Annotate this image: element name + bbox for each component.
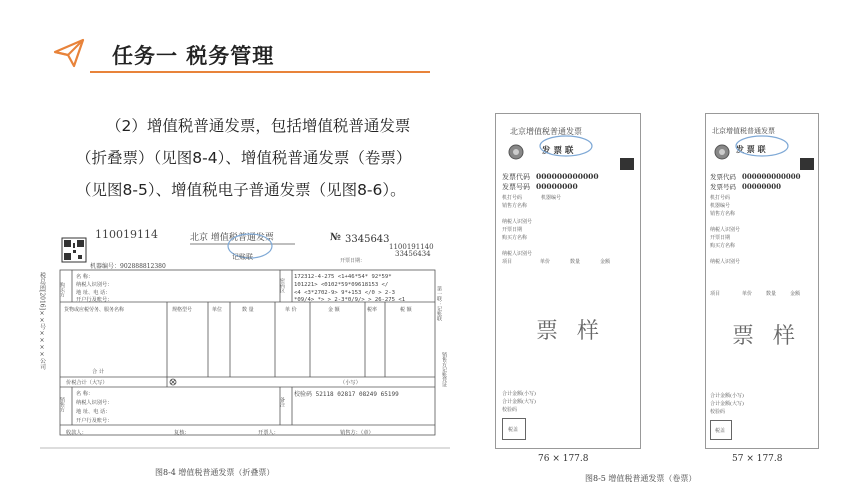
invoice-no-label: №	[330, 232, 341, 243]
check-code-label: 校验码	[502, 407, 518, 413]
total-small-label: （小写）	[340, 380, 361, 386]
item-header-3-2: 数量	[766, 291, 777, 297]
right-side-2: 销售方记账凭证	[441, 352, 447, 387]
footer-review: 复核：	[174, 430, 190, 436]
code-label: 发票代码	[502, 173, 530, 181]
paper-plane-icon	[52, 36, 86, 70]
qr-code	[62, 238, 86, 262]
pwd-line-1: 172312-4-275 <1+46*54* 92*59*	[294, 274, 392, 280]
roll-title-2: 北京增值税普通发票	[712, 127, 775, 135]
col-header-8: 税 额	[400, 307, 412, 313]
item-header-3: 数量	[570, 259, 581, 265]
num-label-2: 发票号码	[710, 183, 736, 191]
buyer-field-2: 纳税人识别号：	[76, 282, 113, 288]
field-machine-no: 机打号码	[502, 195, 523, 201]
pwd-line-3: <4 <3*2702-9> 9*+153 </0 > 2-3	[294, 290, 396, 296]
total-label: 合 计	[92, 369, 105, 375]
paragraph-line-2: （折叠票）（见图8-4）、增值税普通发票（卷票）	[76, 149, 412, 167]
seller-field-2: 纳税人识别号：	[76, 400, 113, 406]
watermark-text-2: 票 样	[732, 324, 801, 349]
stamp-label-2: 税盖	[715, 428, 726, 434]
num-value-2: 00000000	[742, 182, 781, 191]
col-header-7: 税率	[367, 307, 378, 313]
field-buyer-name-2: 购买方名称	[710, 243, 736, 249]
code-value: 000000000000	[536, 172, 599, 181]
right-side-1: 第一联：记账联	[436, 286, 442, 321]
invoice-title: 北京 增值税普通发票	[190, 233, 274, 243]
field-seller-tax-id-2: 纳税人识别号	[710, 227, 741, 233]
col-header-6: 金 额	[328, 307, 340, 313]
footer-issuer: 开票人：	[258, 430, 279, 436]
check-code: 校验码 52118 02817 08249 65199	[294, 391, 399, 398]
roll-invoice-57	[705, 113, 819, 449]
buyer-field-1: 名 称：	[76, 274, 94, 280]
field-seller-tax-id: 纳税人识别号	[502, 219, 533, 225]
figure-8-4-caption: 图8-4 增值税普通发票（折叠票）	[155, 468, 275, 477]
field-seller-name: 销售方名称	[502, 203, 528, 209]
num-label: 发票号码	[502, 183, 530, 191]
total-lower-2: 合计金额(小写)	[710, 393, 744, 399]
check-code-label-2: 校验码	[710, 409, 726, 415]
col-header-1: 货物或应税劳务、服务名称	[64, 307, 125, 313]
machine-no: 机器编号：902888812380	[90, 263, 166, 270]
pwd-line-4: *09/4> *> > 2-3*0/9/> > 26-275 <1	[294, 297, 406, 303]
body-paragraph	[76, 110, 476, 206]
paragraph-line-3: （见图8-5）、增值税电子普通发票（见图8-6）。	[76, 181, 406, 199]
item-header-4: 金额	[600, 259, 611, 265]
section-title: 任务一 税务管理	[112, 44, 275, 68]
invoice-code-right-2: 33456434	[395, 250, 431, 258]
field-machine-no-2: 机打号码	[710, 195, 731, 201]
buyer-field-4: 开户行及账号：	[76, 297, 113, 303]
seller-field-3: 地 址、电 话：	[76, 409, 111, 415]
paragraph-line-1: （2）增值税普通发票，包括增值税普通发票	[106, 117, 411, 135]
footer-seller-seal: 销售方：（章）	[340, 430, 374, 436]
emblem-icon-2	[714, 144, 730, 160]
fold-invoice-figure	[40, 222, 450, 454]
buyer-label: 购买方	[59, 282, 65, 297]
stamp-label: 税盖	[508, 427, 519, 433]
black-block	[620, 158, 634, 170]
black-block-2	[800, 158, 814, 170]
num-value: 00000000	[536, 182, 578, 191]
seal-stamp-2	[734, 134, 790, 158]
field-machine-id-2: 机器编号	[710, 203, 731, 209]
date-label: 开票日期：	[340, 258, 366, 264]
password-area-label: 密码区	[279, 278, 285, 293]
total-caps-label: 价税合计（大写）	[66, 380, 108, 386]
item-header-1-2: 项目	[710, 291, 721, 297]
footer-payee: 收款人：	[66, 430, 87, 436]
item-header-1: 项目	[502, 259, 513, 265]
col-header-5: 单 价	[285, 307, 297, 313]
emblem-icon	[508, 144, 524, 160]
item-header-2: 单价	[540, 259, 551, 265]
remark-label: 备注	[279, 397, 285, 407]
code-value-2: 000000000000	[742, 172, 801, 181]
invoice-no: 3345643	[345, 234, 390, 245]
code-label-2: 发票代码	[710, 173, 736, 181]
stamp-box	[502, 418, 526, 440]
watermark-text: 票 样	[536, 319, 605, 344]
seller-field-1: 名 称：	[76, 391, 94, 397]
buyer-field-3: 地 址、电 话：	[76, 290, 111, 296]
invoice-code-left: 110019114	[95, 228, 158, 241]
title-underline	[90, 71, 430, 73]
field-buyer-tax-id-2: 纳税人识别号	[710, 259, 741, 265]
seller-field-4: 开户行及账号：	[76, 418, 113, 424]
pwd-line-2: 101221> <0102*59*09618153 </	[294, 282, 389, 288]
field-buyer-tax-id: 纳税人识别号	[502, 251, 533, 257]
seal-stamp	[538, 134, 594, 158]
roll-sub-label: 发 票 联	[542, 146, 574, 156]
dimension-76: 76 × 177.8	[538, 454, 589, 464]
total-upper: 合计金额(大写)	[502, 399, 536, 405]
col-header-4: 数 量	[242, 307, 254, 313]
dimension-57: 57 × 177.8	[732, 454, 783, 464]
field-machine-id: 机器编号	[541, 195, 562, 201]
roll-invoice-76	[495, 113, 641, 449]
invoice-sub-label: 记账联	[232, 253, 253, 261]
item-header-2-2: 单价	[742, 291, 753, 297]
seller-label: 销售方	[59, 397, 65, 412]
field-date: 开票日期	[502, 227, 523, 233]
item-header-4-2: 金额	[790, 291, 801, 297]
roll-title: 北京增值税普通发票	[510, 127, 582, 136]
figure-8-5-caption: 图8-5 增值税普通发票（卷票）	[585, 474, 697, 483]
field-seller-name-2: 销售方名称	[710, 211, 736, 217]
roll-sub-label-2: 发 票 联	[736, 144, 766, 154]
side-form-text: 税总函[2016]××号××××公司	[38, 272, 46, 370]
invoice-code-right-1: 1100191140	[389, 243, 434, 251]
total-lower: 合计金额(小写)	[502, 391, 536, 397]
col-header-3: 单位	[212, 307, 223, 313]
field-buyer-name: 购买方名称	[502, 235, 528, 241]
field-date-2: 开票日期	[710, 235, 731, 241]
col-header-2: 规格型号	[172, 307, 193, 313]
stamp-box-2	[710, 420, 732, 440]
total-upper-2: 合计金额(大写)	[710, 401, 744, 407]
